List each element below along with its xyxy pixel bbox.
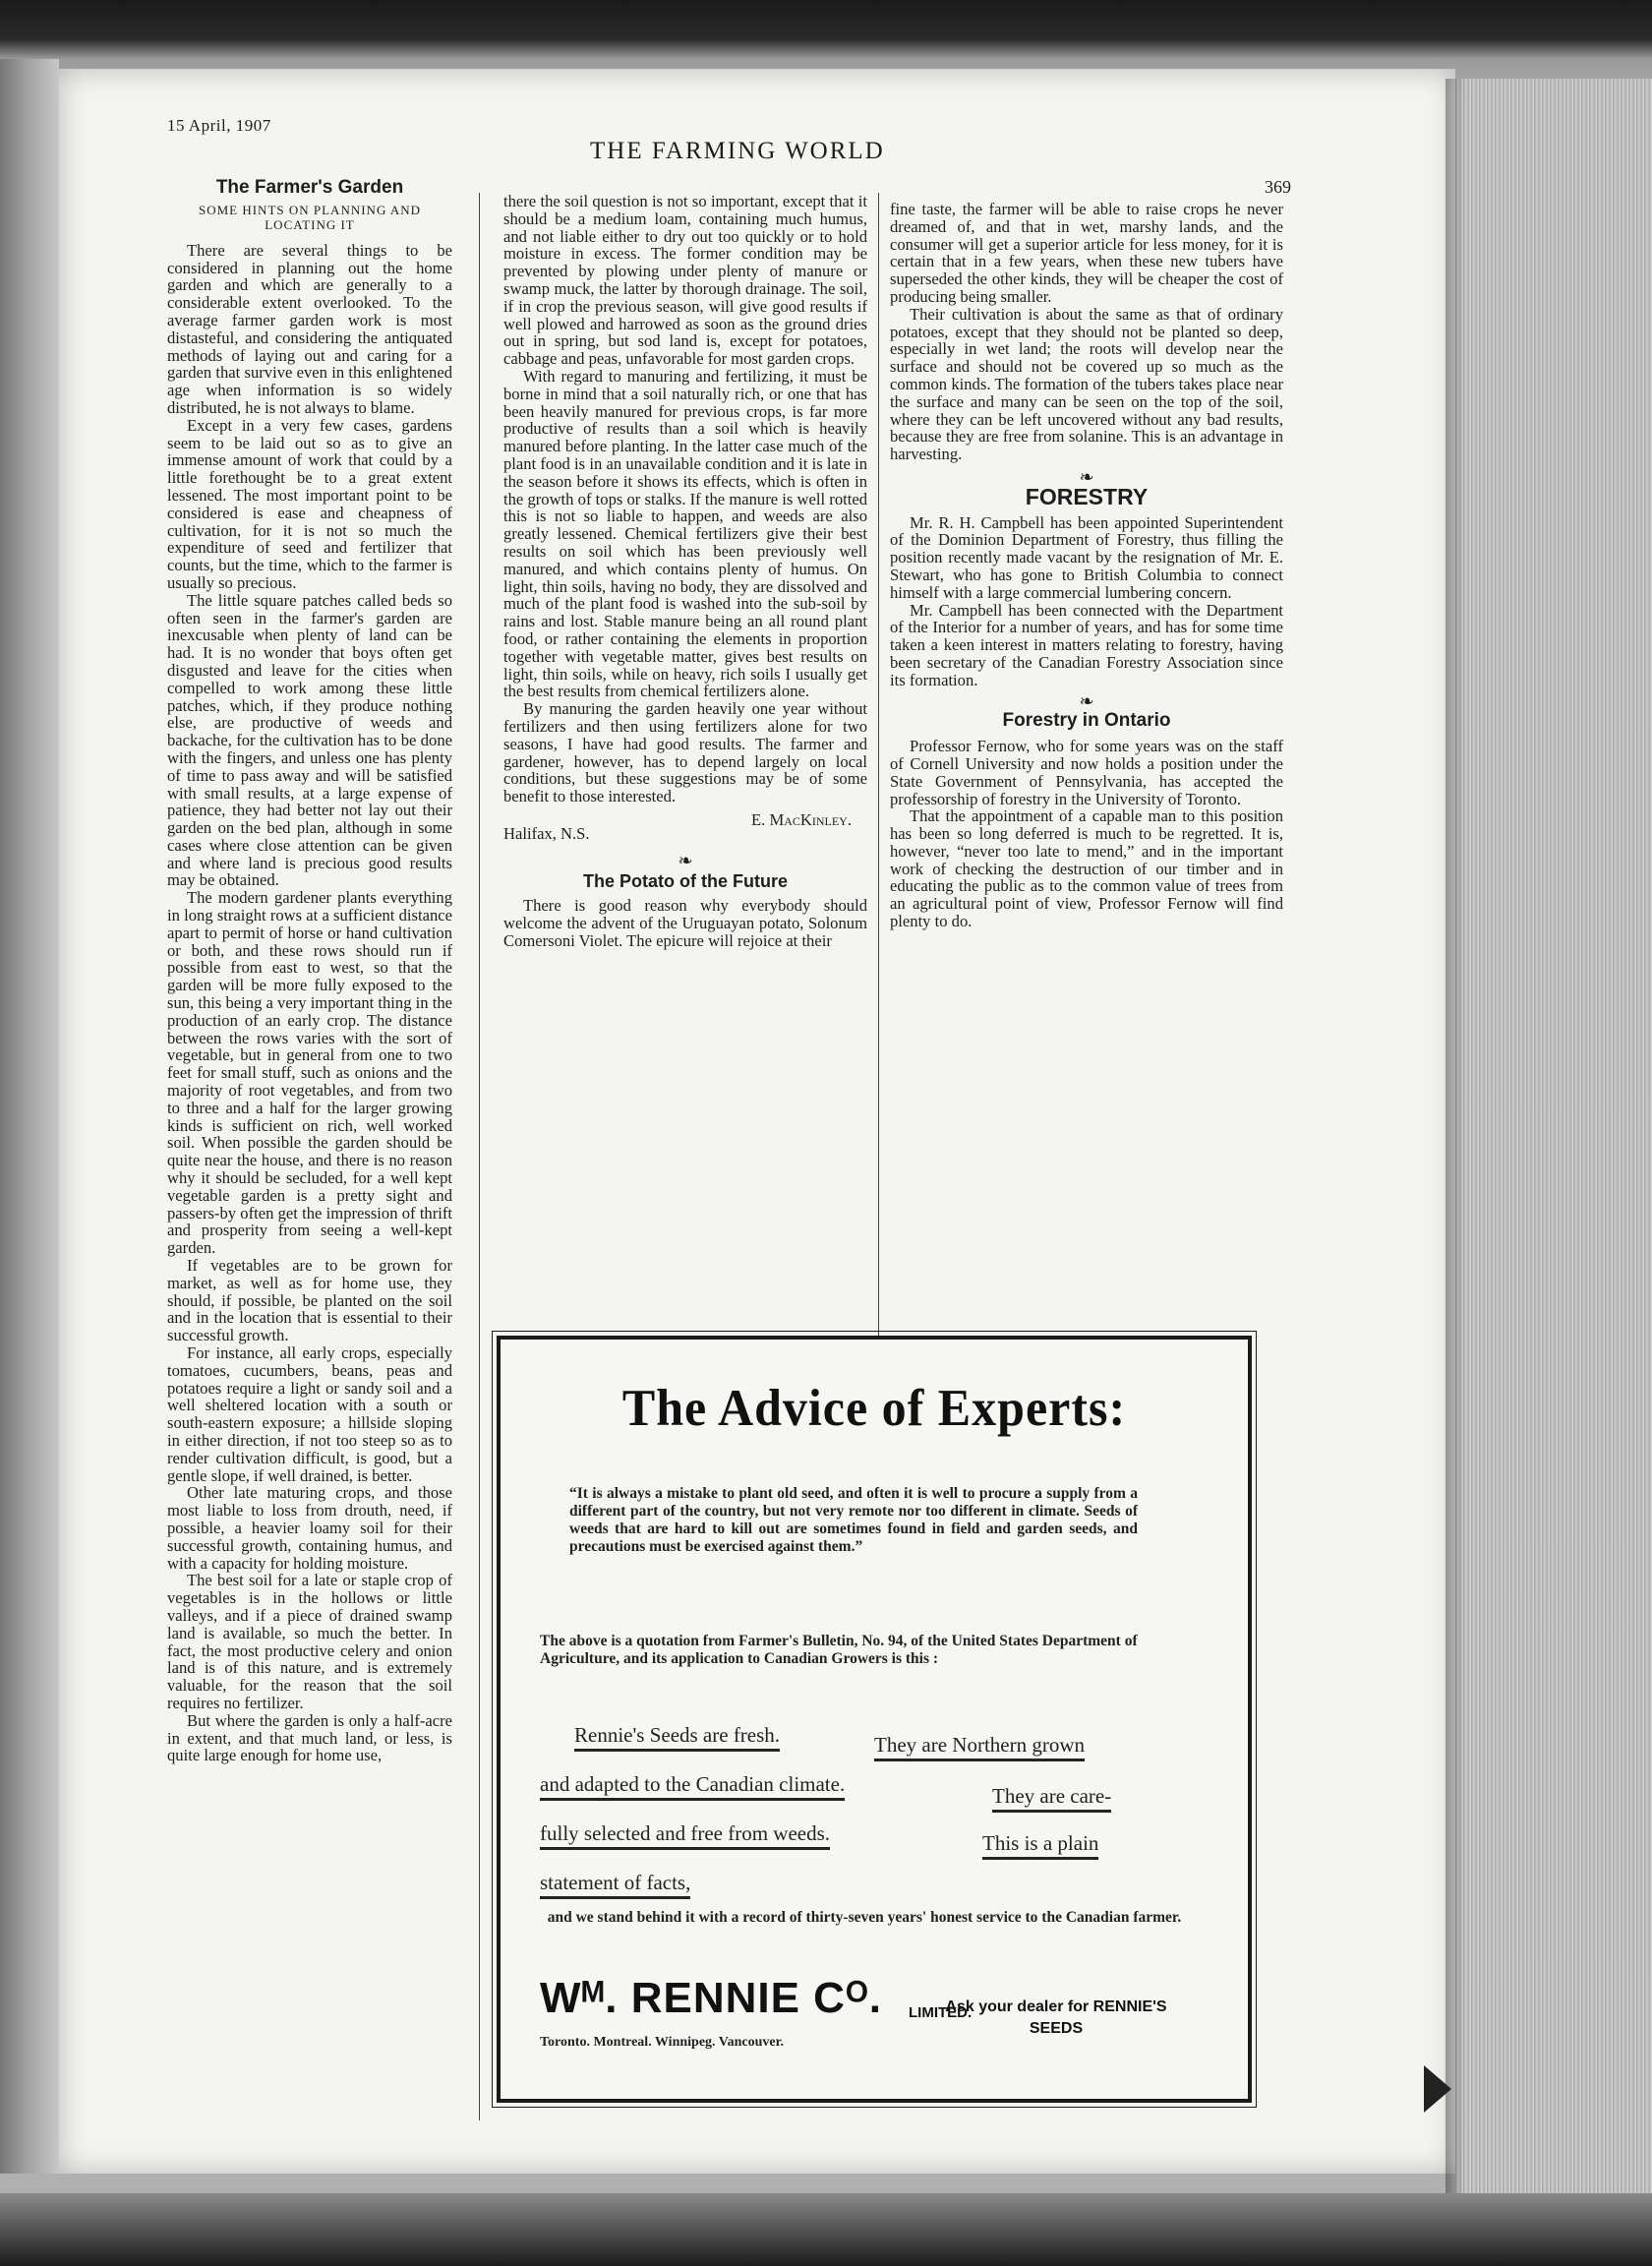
paragraph: If vegetables are to be grown for market, as well as for home use, they should, if possible, be planted on the soil and in the location that is essential to their successful growth.	[167, 1256, 452, 1345]
rennie-seeds-advertisement	[497, 1336, 1252, 2103]
article-title-forestry-ontario: Forestry in Ontario	[1002, 710, 1171, 732]
ad-body: The above is a quotation from Farmer's Bulletin, No. 94, of the United States Department of Agriculture, and its application to Canadian Growers is this :	[540, 1633, 1138, 1667]
column-3	[890, 201, 1283, 930]
binding-fold	[0, 59, 59, 2174]
article-title-potato: The Potato of the Future	[583, 871, 788, 892]
ad-script-line: They are Northern grown	[874, 1733, 1085, 1758]
ad-script-line: Rennie's Seeds are fresh.	[574, 1723, 780, 1748]
ad-closing: and we stand behind it with a record of thirty-seven years' honest service to the Canadian farmer.	[547, 1909, 1182, 1926]
page-edge-stack	[1455, 79, 1652, 2223]
paragraph: With regard to manuring and fertilizing, it must be borne in mind that a soil naturally rich, or one that has been heavily manured for previous crops, is far more productive of results than a soil which is heavily manured before planting. In the latter case much of the plant food is in an unavailable condition and it is late in the season before it shows its effects, which is often in the growth of tops or stalks. If the manure is well rotted this is not so liable to happen, and weeds are also greatly lessened. Chemical fertilizers give their best results on soil which has been previously well manured, and which contains plenty of humus. On light, thin soils, having no body, they are dissolved and much of the plant food is washed into the sub-soil by rains and lost. Stable manure being an all round plant food, or rather containing the elements in proportion together with vegetable matter, gives best results on light, thin soils, while on heavy, rich soils I usually get the best results from chemical fertilizers alone.	[503, 366, 867, 701]
paragraph: The little square patches called beds so often seen in the farmer's garden are inexcusable when plenty of land can be had. It is no wonder that boys often get disgusted and leave for the cities when compelled to work among these little patches, which, if they produce nothing else, are productive of weeds and backache, for the cultivation has to be done with the fingers, and unless one has plenty of time to pass away and will be satisfied with small results, at a large expense of patience, they had better not lay out their garden on the bed plan, although in some cases where close attention can be given and where land is precious good results may be obtained.	[167, 590, 452, 890]
page-edge-shadow	[1446, 79, 1465, 2223]
ad-cities: Toronto. Montreal. Winnipeg. Vancouver.	[540, 2035, 785, 2050]
ad-quote: “It is always a mistake to plant old seed, and often it is well to procure a supply from a different part of the country, but not very remote nor too different in climate. Seeds of weeds that are hard to kill out are sometimes found in field and garden seeds, and precautions must be exercised against them.”	[569, 1485, 1138, 1555]
paragraph: Their cultivation is about the same as that of ordinary potatoes, except that they should not be planted so deep, especially in wet land; the roots will develop near the surface and should not be covered up so much as the common kinds. The formation of the tubers takes place near the surface and many can be seen on the top of the soil, where they can be left uncovered without any bad results, because they are free from solanine. This is an advantage in harvesting.	[890, 304, 1283, 464]
ad-script-line: They are care-	[992, 1784, 1111, 1809]
byline-place: Halifax, N.S.	[503, 823, 590, 843]
ad-script-line: statement of facts,	[540, 1871, 690, 1895]
scan-bottom-edge	[0, 2193, 1652, 2266]
fleuron-ornament: ❧	[1079, 466, 1094, 487]
paragraph: The modern gardener plants everything in long straight rows at a sufficient distance apart to permit of horse or hand cultivation or both, and these rows should run if possible from east to west, so that the garden will be more fully exposed to the sun, this being a very important thing in the production of an early crop. The distance between the rows varies with the sort of vegetable, but in general from one to two feet for small stuff, such as onions and the majority of root vegetables, and from two to three and a half for the larger growing kinds is sufficient on rich, well worked soil. When possible the garden should be quite near the house, and there is no reason why it should be secluded, for a well kept vegetable garden is a pretty sight and passers-by often get the impression of thrift and prosperity from seeing a well-kept garden.	[167, 888, 452, 1258]
ad-limited: LIMITED.	[909, 2004, 973, 2021]
paragraph: Mr. R. H. Campbell has been appointed Superintendent of the Dominion Department of Forestry, thus filling the position recently made vacant by the resignation of Mr. E. Stewart, who has gone to British Columbia to connect himself with a large commercial lumbering concern.	[890, 512, 1283, 602]
arrow-tab-icon	[1424, 2065, 1451, 2113]
paragraph: Mr. Campbell has been connected with the Department of the Interior for a number of years, and has for some time taken a keen interest in matters relating to forestry, having been secretary of the Canadian Forestry Association since its formation.	[890, 600, 1283, 689]
column-rule-2	[878, 193, 879, 1339]
paragraph: There are several things to be considered in planning out the home garden and which are generally to a considerable extent overlooked. To the average farmer garden work is most distasteful, and considering the antiquated methods of laying out and caring for a garden that survive even in this enlightened age when information is so widely distributed, he is not always to blame.	[167, 240, 452, 417]
page-number: 369	[1265, 177, 1291, 197]
issue-date: 15 April, 1907	[167, 116, 271, 135]
ad-script-line: and adapted to the Canadian climate.	[540, 1772, 845, 1797]
ad-call-to-action: Ask your dealer for RENNIE'S SEEDS	[945, 1998, 1167, 2037]
article-title-forestry: FORESTRY	[1025, 483, 1149, 509]
column-2	[503, 193, 867, 950]
fleuron-ornament: ❧	[1079, 690, 1094, 711]
paragraph: By manuring the garden heavily one year without fertilizers and then using fertilizers alone for two seasons, I have had good results. The farmer and gardener, however, has to depend largely on local conditions, but these suggestions may be of some benefit to those interested.	[503, 699, 867, 806]
paragraph: there the soil question is not so important, except that it should be a medium loam, containing much humus, and not liable either to dry out too quickly or to hold moisture in excess. The former condition may be prevented by plowing under plenty of manure or swamp muck, the latter by thorough drainage. The soil, if in crop the previous season, will give good results if well plowed and harrowed as soon as the ground dries out in spring, but sod land is, except for potatoes, cabbage and peas, unfavorable for most garden crops.	[503, 192, 867, 369]
paragraph: Other late maturing crops, and those most liable to loss from drouth, need, if possible, a heavier loamy soil for their successful growth, containing humus, and with a capacity for holding moisture.	[167, 1483, 452, 1573]
byline-author: E. MacKinley.	[751, 809, 852, 829]
rennie-logo: Wᴹ. RENNIE Cᴼ.	[540, 1974, 882, 2022]
ad-headline: The Advice of Experts:	[621, 1378, 1127, 1437]
paragraph: But where the garden is only a half-acre in extent, and that much land, or less, is quite large enough for home use,	[167, 1710, 452, 1765]
article-title-farmers-garden: The Farmer's Garden	[215, 177, 404, 198]
ad-script-line: fully selected and free from weeds.	[540, 1821, 830, 1846]
paragraph: Professor Fernow, who for some years was on the staff of Cornell University and now holds a position under the State Government of Pennsylvania, has accepted the professorship of forestry in the University of Toronto.	[890, 737, 1283, 808]
fleuron-ornament: ❧	[678, 850, 693, 870]
byline-row	[503, 811, 867, 843]
paragraph: Except in a very few cases, gardens seem to be laid out so as to give an immense amount of work that could by a little forethought be to a great extent lessened. The most important point to be considered is ease and cheapness of cultivation, for it is not so much the expenditure of seed and fertilizer that counts, but the time, which to the farmer is usually so precious.	[167, 415, 452, 592]
paragraph: fine taste, the farmer will be able to raise crops he never dreamed of, and that in wet, marshy lands, and the consumer will get a superior article for less money, for it is certain that in a few years, when these new tubers have superseded the other kinds, they will be cheaper the cost of producing being smaller.	[890, 200, 1283, 306]
ad-script-line: This is a plain	[982, 1831, 1098, 1856]
column-1	[167, 179, 452, 1764]
paragraph: The best soil for a late or staple crop of vegetables is in the hollows or little valleys, and if a piece of drained swamp land is available, so much the better. In fact, the most productive celery and onion land is of this nature, and is extremely valuable, for the reason that the soil requires no fertilizer.	[167, 1571, 452, 1712]
article-subtitle: SOME HINTS ON PLANNING AND LOCATING IT	[198, 202, 422, 232]
journal-title: THE FARMING WORLD	[590, 138, 885, 164]
paragraph: There is good reason why everybody should welcome the advent of the Uruguayan potato, Solonum Comersoni Violet. The epicure will rejoice at their	[503, 896, 867, 950]
paragraph: That the appointment of a capable man to this position has been so long deferred is much to be regretted. It is, however, “never too late to mend,” and in the important work of checking the destruction of our timber and in educating the public as to the common value of trees from an agricultural point of view, Professor Fernow will find plenty to do.	[890, 806, 1283, 931]
column-rule-1	[479, 193, 480, 2120]
paragraph: For instance, all early crops, especially tomatoes, cucumbers, beans, peas and potatoes require a light or sandy soil and a well sheltered location with a south or south-eastern exposure; a hillside sloping in either direction, if not too steep so as to render cultivation difficult, is good, but a gentle slope, if well drained, is better.	[167, 1343, 452, 1485]
